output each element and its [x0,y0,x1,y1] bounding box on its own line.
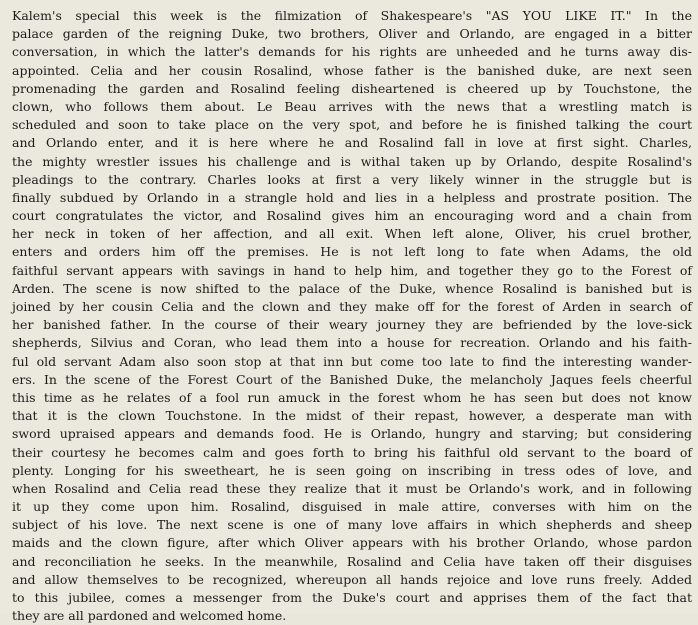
text-line-22: this time as he relates of a fool run amuck in the forest whom he has seen but does not know [12,389,692,405]
text-line-3: conversation, in which the latter's demands for his rights are unheeded and he turns away dis- [12,44,692,60]
text-line-32: and allow themselves to be recognized, whereupon all hands rejoice and love runs freely. Added [12,571,692,587]
text-line-11: finally subdued by Orlando in a strangle hold and lies in a helpless and prostrate position. The [12,189,692,205]
text-line-33: to this jubilee, comes a messenger from the Duke's court and apprises them of the fact that [12,590,692,605]
text-line-12: court congratulates the victor, and Rosalind gives him an encouraging word and a chain from [12,208,692,224]
text-line-28: it up they come upon him. Rosalind, disguised in male attire, converses with him on the [12,499,692,515]
text-line-20: ful old servant Adam also soon stop at that inn but come too late to find the interesting wander- [12,353,692,369]
text-line-7: scheduled and soon to take place on the very spot, and before he is finished talking the court [12,117,692,133]
text-line-17: joined by her cousin Celia and the clown and they make off for the forest of Arden in search of [12,299,692,314]
text-line-29: subject of his love. The next scene is one of many love affairs in which shepherds and sheep [12,517,692,533]
text-line-13: her neck in token of her affection, and all exit. When left alone, Oliver, his cruel brother, [12,226,692,242]
text-line-8: and Orlando enter, and it is here where he and Rosalind fall in love at first sight. Charles, [12,135,692,151]
text-line-31: and reconciliation he seeks. In the meanwhile, Rosalind and Celia have taken off their disguises [12,553,692,569]
text-line-2: palace garden of the reigning Duke, two brothers, Oliver and Orlando, are engaged in a bitter [12,26,692,42]
text-line-18: her banished father. In the course of their weary journey they are befriended by the love-sick [12,317,692,333]
text-line-10: pleadings to the contrary. Charles looks at first a very likely winner in the struggle but is [12,171,692,187]
text-line-14: enters and orders him off the premises. He is not left long to fate when Adams, the old [12,244,692,260]
text-line-21: ers. In the scene of the Forest Court of the Banished Duke, the melancholy Jaques feels cheerful [12,371,692,387]
text-line-5: promenading the garden and Rosalind feeling disheartened is cheered up by Touchstone, the [12,80,692,96]
text-line-19: shepherds, Silvius and Coran, who lead them into a house for recreation. Orlando and his faith- [12,335,692,351]
text-line-16: Arden. The scene is now shifted to the palace of the Duke, whence Rosalind is banished but is [12,280,692,296]
text-line-9: the mighty wrestler issues his challenge and is withal taken up by Orlando, despite Rosalind's [12,153,692,169]
text-line-24: sword upraised appears and demands food. He is Orlando, hungry and starving; but considering [12,426,692,442]
text-line-4: appointed. Celia and her cousin Rosalind, whose father is the banished duke, are next seen [12,62,692,78]
text-line-6: clown, who follows them about. Le Beau arrives with the news that a wrestling match is [12,98,692,114]
text-line-30: maids and the clown figure, after which Oliver appears with his brother Orlando, whose pardon [12,535,692,551]
article-paragraph [12,7,692,625]
text-line-23: that it is the clown Touchstone. In the midst of their repast, however, a desperate man with [12,408,692,424]
text-line-34: they are all pardoned and welcomed home. [12,608,287,624]
text-line-1: Kalem's special this week is the filmization of Shakespeare's "AS YOU LIKE IT." In the [12,8,692,23]
text-line-27: when Rosalind and Celia read these they realize that it must be Orlando's work, and in following [12,480,692,496]
text-line-25: their courtesy he becomes calm and goes forth to bring his faithful old servant to the board of [12,444,692,460]
text-line-26: plenty. Longing for his sweetheart, he is seen going on inscribing in tress odes of love, and [12,462,692,478]
text-line-15: faithful servant appears with savings in hand to help him, and together they go to the Forest of [12,262,692,278]
